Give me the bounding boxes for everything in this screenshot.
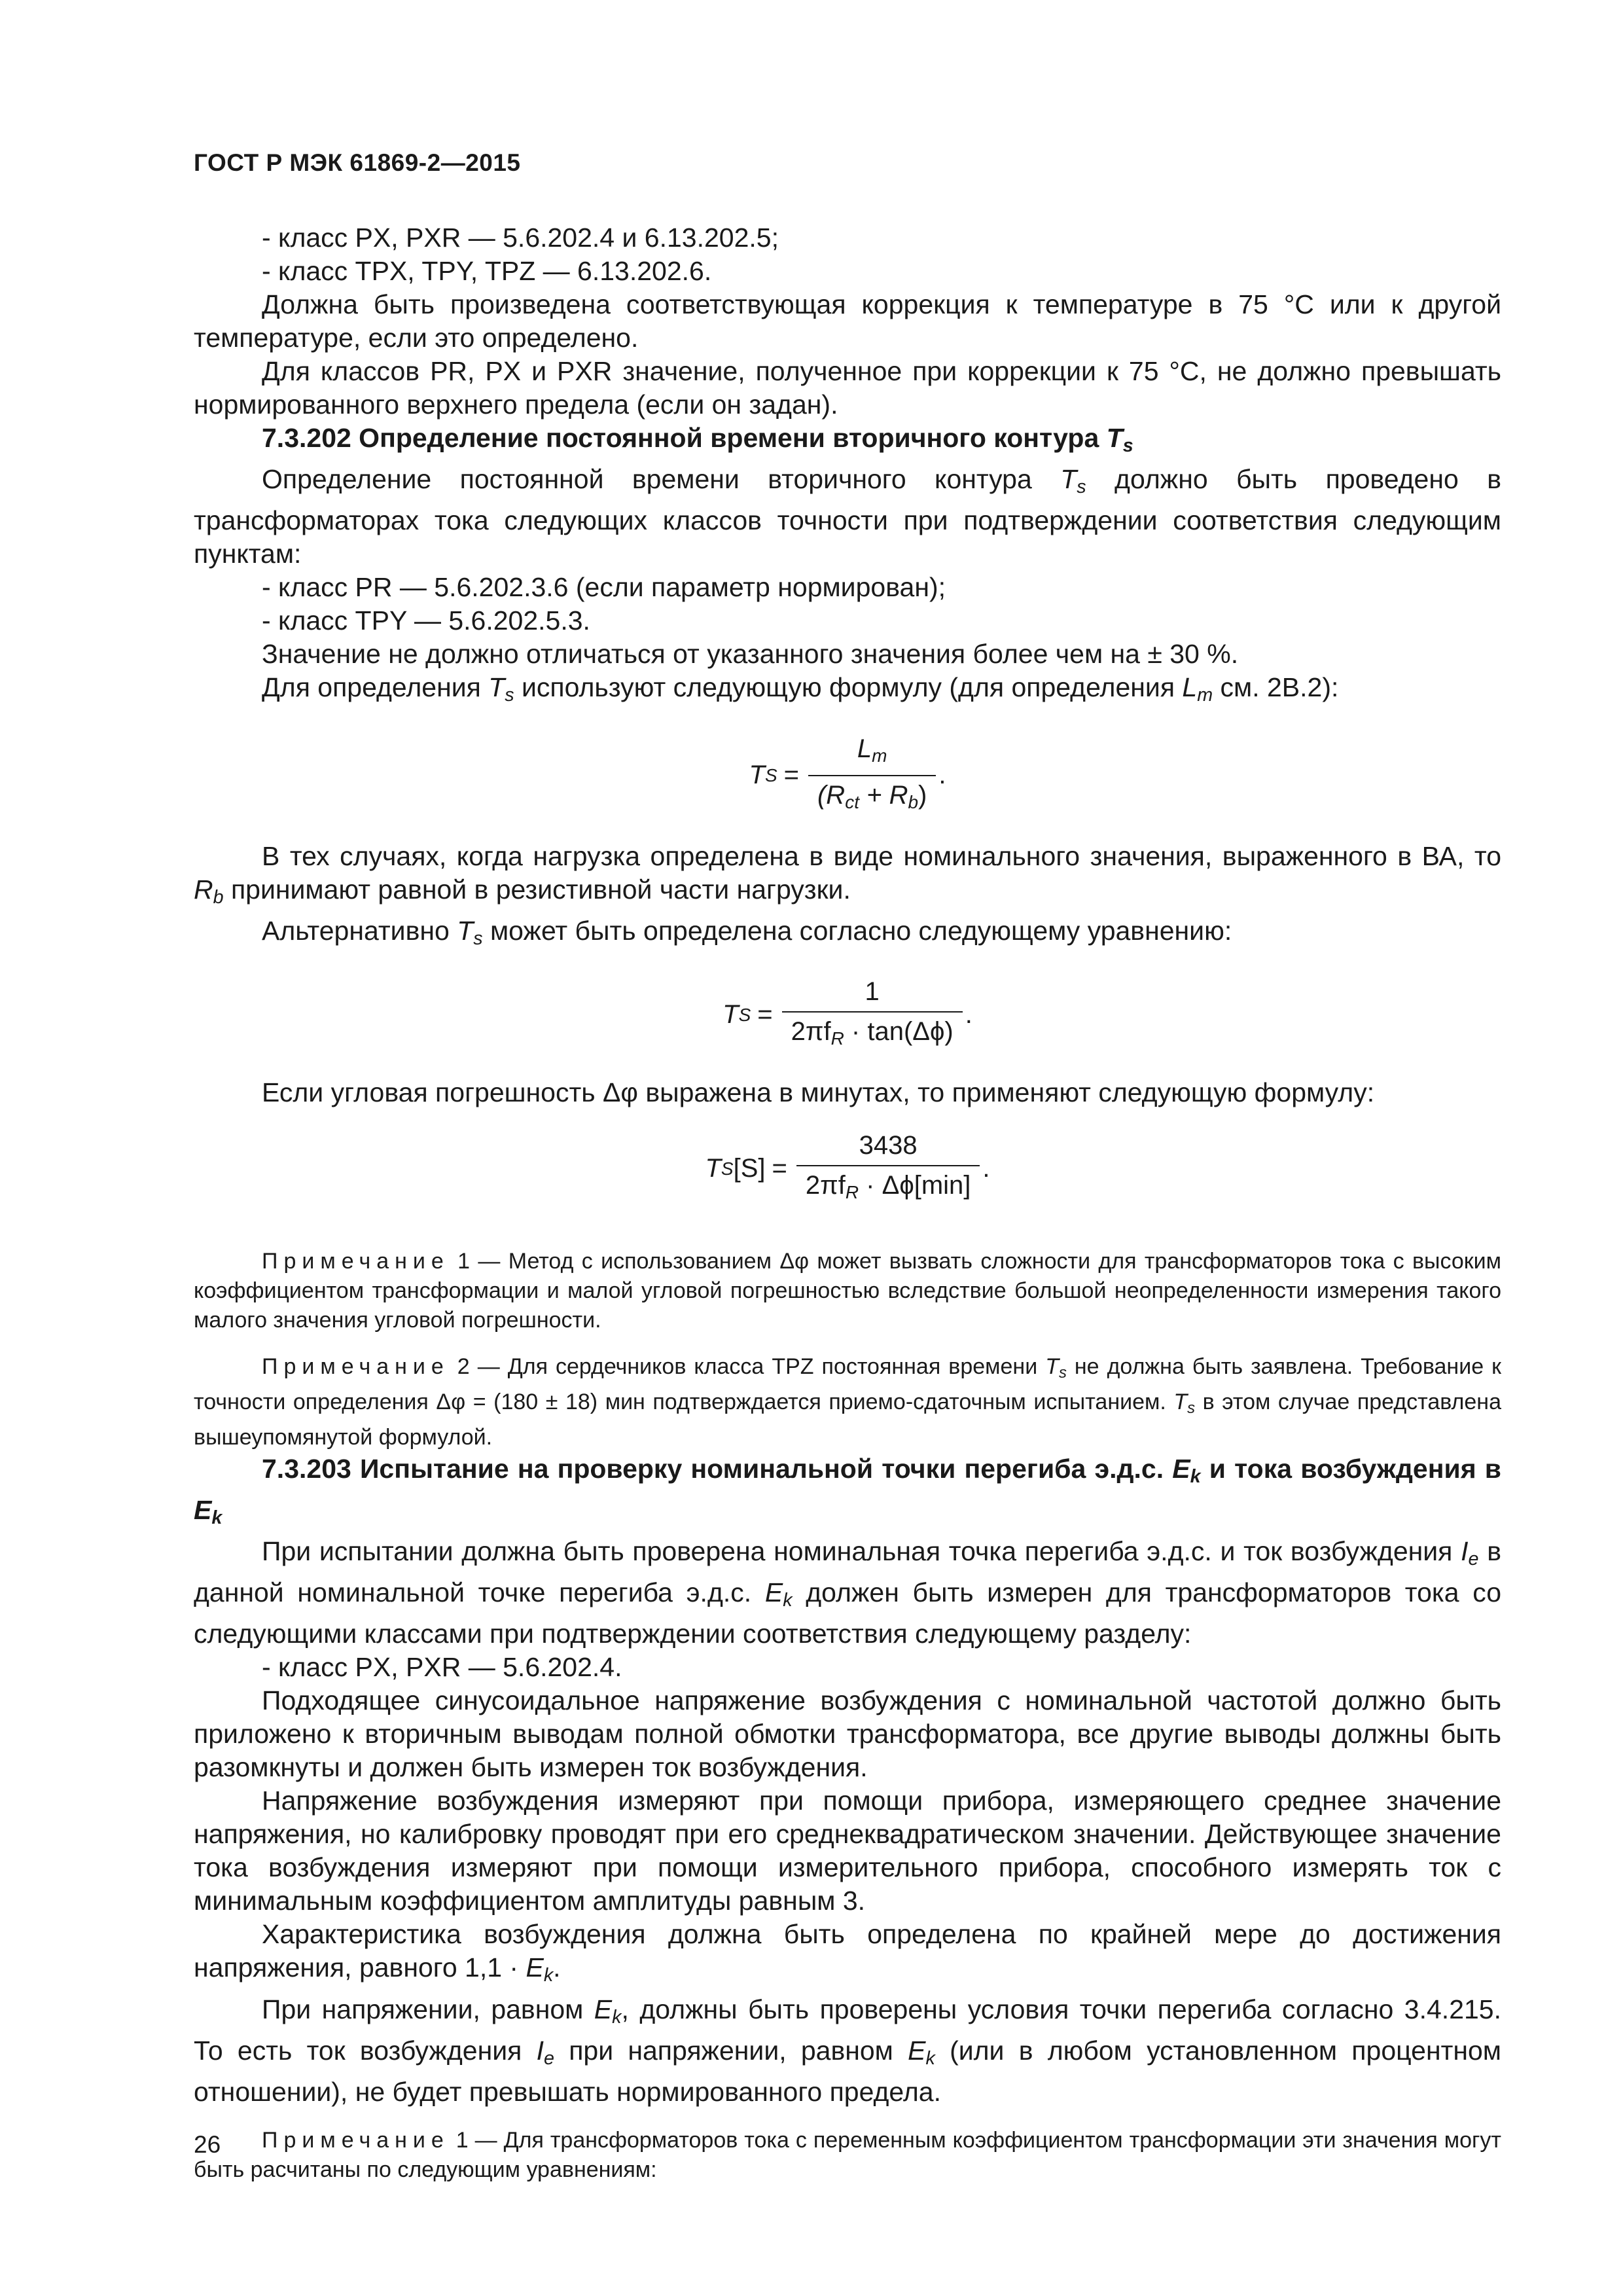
note: Примечание 2 — Для сердечников класса TPZ постоянная времени $T_s$ не должна быть заявлена. Требование к точности определения Δφ = (180 ± 18) мин подтверждается приемо-сдаточным испытанием. $T_s$ в этом случае представлена вышеупомянутой формулой.	[194, 1354, 1501, 1450]
paragraph: Напряжение возбуждения измеряют при помощи прибора, измеряющего среднее значение напряжения, но калибровку проводят при его среднеквадратическом значении. Действующее значение тока возбуждения измеряют при помощи измерительного прибора, способного измерять ток с минимальным коэффициентом амплитуды равным 3.	[194, 1785, 1501, 1916]
note: Примечание 1 — Метод с использованием Δφ может вызвать сложности для трансформаторов тока с высоким коэффициентом трансформации и малой угловой погрешностью вследствие большой неопределенности измерения такого малого значения угловой погрешности.	[194, 1248, 1501, 1333]
section-heading-7-3-202: 7.3.202 Определение постоянной времени вторичного контура $T_s$	[262, 423, 1133, 457]
paragraph: Для классов PR, PX и PXR значение, полученное при коррекции к 75 °С, не должно превышать нормированного верхнего предела (если он задан).	[194, 356, 1501, 420]
list-item: - класс TPY — 5.6.202.5.3.	[262, 605, 590, 636]
paragraph: Характеристика возбуждения должна быть определена по крайней мере до достижения напряжения, равного $1,1 \cdot E_k$.	[194, 1919, 1501, 1986]
paragraph: Должна быть произведена соответствующая коррекция к температуре в 75 °С или к другой температуре, если это определено.	[194, 289, 1501, 353]
list-item: - класс PX, PXR — 5.6.202.4 и 6.13.202.5;	[262, 223, 779, 253]
list-item: - класс PR — 5.6.202.3.6 (если параметр нормирован);	[262, 572, 946, 603]
paragraph: Подходящее синусоидальное напряжение возбуждения с номинальной частотой должно быть приложено к вторичным выводам полной обмотки трансформатора, все другие выводы должны быть разомкнуты и должен быть измерен ток возбуждения.	[194, 1685, 1501, 1783]
paragraph: Если угловая погрешность Δφ выражена в минутах, то применяют следующую формулу:	[262, 1077, 1375, 1107]
page-content	[194, 221, 1501, 2185]
page-number: 26	[194, 2131, 221, 2158]
fraction: $\frac{3438}{2\pi f_R \cdot \Delta\phi[\min]}$	[796, 1129, 980, 1209]
formula-ts-minutes: T S [S] = $\frac{3438}{2\pi f_R \cdot \Delta\phi[\min]}$ .	[194, 1129, 1501, 1209]
note: Примечание 1 — Для трансформаторов тока с переменным коэффициентом трансформации эти значения могут быть расчитаны по следующим уравнениям:	[194, 2127, 1501, 2182]
section-heading-7-3-203: 7.3.203 Испытание на проверку номинальной точки перегиба э.д.с. $E_k$ и тока возбуждения в $E_k$	[194, 1453, 1501, 1529]
paragraph: В тех случаях, когда нагрузка определена в виде номинального значения, выраженного в ВА, то $R_b$ принимают равной в резистивной части нагрузки.	[194, 840, 1501, 908]
list-item: - класс PX, PXR — 5.6.202.4.	[262, 1652, 622, 1683]
paragraph: Альтернативно $T_s$ может быть определена согласно следующему уравнению:	[262, 915, 1232, 949]
paragraph: Для определения $T_s$ используют следующую формулу (для определения $L_m$ см. 2В.2):	[262, 672, 1339, 706]
paragraph: При испытании должна быть проверена номинальная точка перегиба э.д.с. и ток возбуждения $I_e$ в данной номинальной точке перегиба э.д.с. $E_k$ должен быть измерен для трансформаторов тока со следующими классами при подтверждении соответствия следующему разделу:	[194, 1536, 1501, 1649]
formula-ts-tan: T S = $\frac{1}{2\pi f_R \cdot \tan(\Delta\phi)}$ .	[194, 975, 1501, 1055]
document-header: ГОСТ Р МЭК 61869-2—2015	[194, 149, 521, 176]
fraction: $\frac{L_m}{(R_{ct} + R_b)}$	[808, 732, 936, 819]
paragraph: При напряжении, равном $E_k$, должны быть проверены условия точки перегиба согласно 3.4.215. То есть ток возбуждения $I_e$ при напряжении, равном $E_k$ (или в любом установленном процентном отношении), не будет превышать нормированного предела.	[194, 1994, 1501, 2107]
fraction: $\frac{1}{2\pi f_R \cdot \tan(\Delta\phi)}$	[782, 975, 963, 1055]
paragraph: Значение не должно отличаться от указанного значения более чем на ± 30 %.	[262, 639, 1239, 670]
paragraph: Определение постоянной времени вторичного контура $T_s$ должно быть проведено в трансформаторах тока следующих классов точности при подтверждении соответствия следующим пунктам:	[194, 464, 1501, 569]
list-item: - класс TPX, TPY, TPZ — 6.13.202.6.	[262, 256, 712, 286]
formula-ts-inductance: T S = $\frac{L_m}{(R_{ct} + R_b)}$ .	[194, 732, 1501, 819]
